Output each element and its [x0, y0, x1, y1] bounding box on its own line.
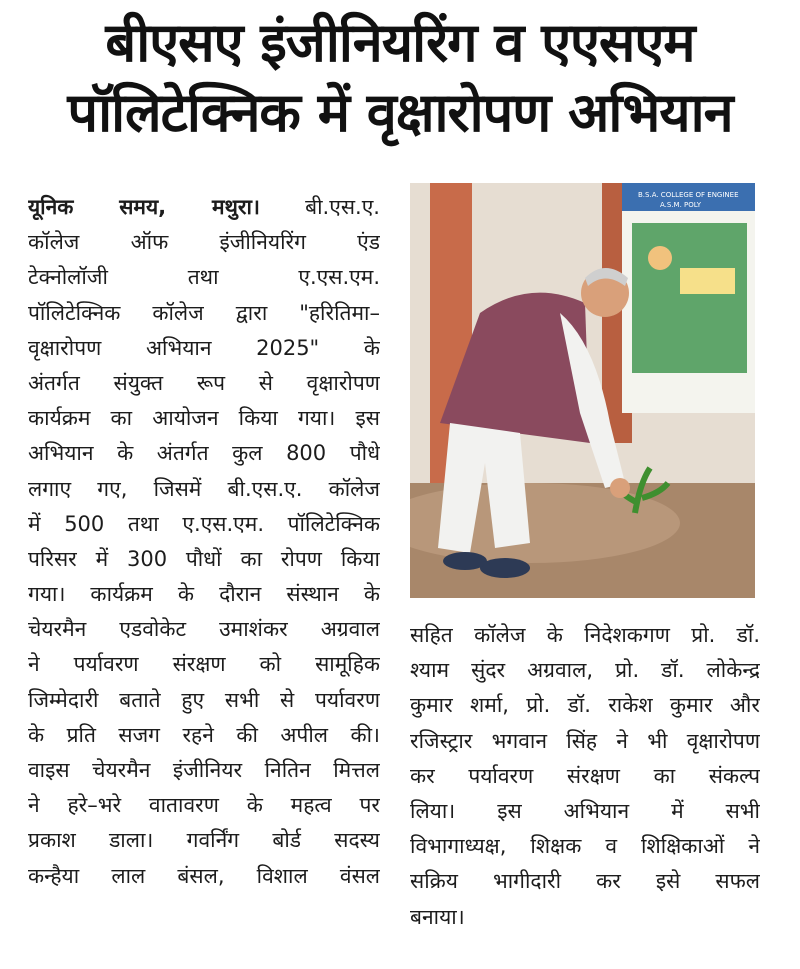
article-line: वाइस चेयरमैन इंजीनियर नितिन मित्तल — [28, 758, 380, 782]
photo-hand — [610, 478, 630, 498]
article-line: लिया। इस अभियान में सभी — [410, 798, 760, 823]
article-line: अभियान के अंतर्गत कुल 800 पौधे — [28, 441, 380, 466]
article-line: पॉलिटेक्निक कॉलेज द्वारा "हरितिमा– — [28, 300, 380, 325]
news-photo — [410, 183, 755, 598]
article-line: श्याम सुंदर अग्रवाल, प्रो. डॉ. लोकेन्द्र — [410, 658, 760, 683]
article-line: कुमार शर्मा, प्रो. डॉ. राकेश कुमार और — [410, 693, 760, 718]
article-line: ने हरे–भरे वातावरण के महत्व पर — [28, 793, 380, 818]
article-line: लगाए गए, जिसमें बी.एस.ए. कॉलेज — [28, 476, 380, 501]
article-line: सक्रिय भागीदारी कर इसे सफल — [410, 869, 760, 894]
article-line: कार्यक्रम का आयोजन किया गया। इस — [28, 406, 380, 431]
article-line: कर पर्यावरण संरक्षण का संकल्प — [410, 763, 760, 788]
article-line: गया। कार्यक्रम के दौरान संस्थान के — [28, 582, 380, 607]
article-first-line — [28, 190, 380, 225]
article-line: सहित कॉलेज के निदेशकगण प्रो. डॉ. — [410, 623, 760, 647]
article-line: में 500 तथा ए.एस.एम. पॉलिटेक्निक — [28, 511, 380, 536]
photo-banner-graphic — [632, 223, 747, 373]
photo-banner-label — [680, 268, 735, 294]
photo-shoe-right — [443, 552, 487, 570]
headline-line-1: बीएसए इंजीनियरिंग व एएसएम — [105, 11, 695, 74]
headline-line-2: पॉलिटेक्निक में वृक्षारोपण अभियान — [67, 81, 733, 144]
article-line: रजिस्ट्रार भगवान सिंह ने भी वृक्षारोपण — [410, 728, 760, 753]
photo-banner-text: B.S.A. COLLEGE OF ENGINEE — [638, 191, 739, 199]
photo-banner-subtext: A.S.M. POLY — [660, 201, 702, 209]
article-line: बी.एस.ए. — [259, 195, 380, 219]
article-line: कॉलेज ऑफ इंजीनियरिंग एंड — [28, 230, 380, 255]
article-line: के प्रति सजग रहने की अपील की। — [28, 722, 380, 747]
article-line: कन्हैया लाल बंसल, विशाल वंसल — [28, 863, 380, 888]
headline — [0, 8, 800, 148]
article-line: अंतर्गत संयुक्त रूप से वृक्षारोपण — [28, 370, 380, 395]
photo-shoe-left — [480, 558, 530, 578]
article-line: वृक्षारोपण अभियान 2025" के — [28, 335, 380, 360]
article-line: प्रकाश डाला। गवर्निंग बोर्ड सदस्य — [28, 828, 380, 853]
article-line: बनाया। — [410, 904, 465, 929]
article-line: चेयरमैन एडवोकेट उमाशंकर अग्रवाल — [28, 617, 380, 642]
article-line: विभागाध्यक्ष, शिक्षक व शिक्षिकाओं ने — [410, 834, 760, 859]
article-column-left — [28, 190, 380, 894]
article-line: जिम्मेदारी बताते हुए सभी से पर्यावरण — [28, 687, 380, 712]
article-column-right — [410, 618, 760, 935]
photo-illustration — [410, 183, 755, 598]
article-line: परिसर में 300 पौधों का रोपण किया — [28, 546, 380, 571]
dateline: यूनिक समय, मथुरा। — [28, 195, 260, 219]
photo-banner-face — [648, 246, 672, 270]
article-line: ने पर्यावरण संरक्षण को सामूहिक — [28, 652, 380, 677]
article-line: टेक्नोलॉजी तथा ए.एस.एम. — [28, 265, 380, 290]
